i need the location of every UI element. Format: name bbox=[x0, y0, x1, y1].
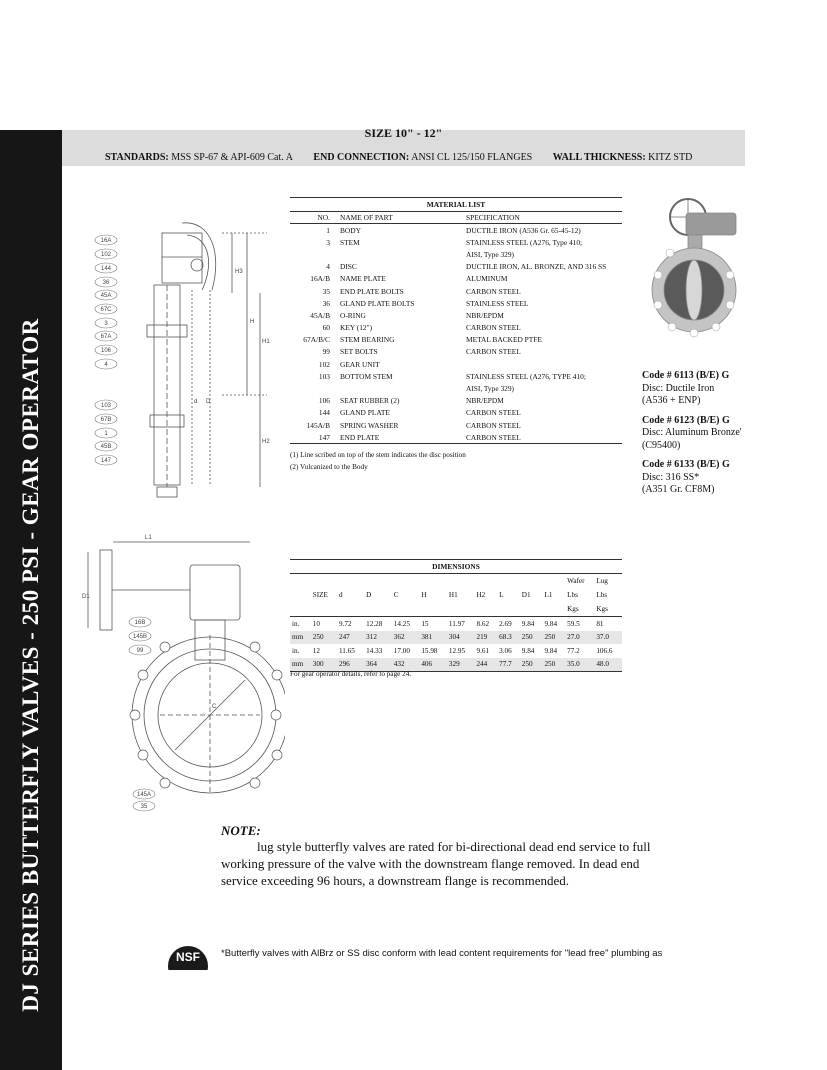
dim-col-header: L1 bbox=[544, 591, 553, 599]
dim-label-h: H bbox=[250, 319, 255, 325]
material-no: 99 bbox=[322, 347, 330, 357]
dimensions-cell: 48.0 bbox=[594, 658, 622, 672]
dimensions-cell: 381 bbox=[419, 631, 447, 645]
dimensions-cell: 9.84 bbox=[521, 619, 535, 628]
callout-45b: 45B bbox=[100, 444, 112, 450]
dimensions-cell: 432 bbox=[392, 658, 420, 672]
dimensions-cell: 35.0 bbox=[565, 658, 594, 672]
valve-photo bbox=[648, 195, 740, 340]
dimensions-table bbox=[290, 559, 622, 672]
code-6113: Code # 6113 (B/E) G bbox=[642, 370, 730, 381]
material-spec: CARBON STEEL bbox=[466, 286, 521, 296]
dimensions-cell: 11.65 bbox=[338, 646, 355, 655]
material-spec: METAL BACKED PTFE bbox=[466, 335, 542, 345]
material-no bbox=[290, 382, 338, 394]
dimensions-cell: 9.84 bbox=[544, 646, 558, 655]
dim-col-header-lbs: Lbs bbox=[596, 591, 608, 599]
dimensions-cell: 12.28 bbox=[366, 619, 383, 628]
dimensions-cell: 11.97 bbox=[448, 619, 465, 628]
material-name bbox=[338, 382, 464, 394]
callout-102: 102 bbox=[100, 252, 112, 258]
material-row bbox=[290, 407, 622, 419]
material-spec: AISI, Type 329) bbox=[466, 249, 514, 259]
callout-35: 35 bbox=[140, 804, 148, 810]
callout-144: 144 bbox=[100, 266, 112, 272]
dimensions-header-row bbox=[290, 588, 622, 602]
material-row bbox=[290, 382, 622, 394]
dimensions-cell: 59.5 bbox=[567, 619, 580, 628]
code-6133: Code # 6133 (B/E) G bbox=[642, 459, 730, 470]
dimensions-cell: 8.62 bbox=[476, 619, 490, 628]
dimensions-cell: 362 bbox=[392, 631, 420, 645]
callout-147: 147 bbox=[100, 458, 112, 464]
material-row bbox=[290, 273, 622, 285]
dim-col-header: L bbox=[499, 591, 504, 599]
material-row bbox=[290, 261, 622, 273]
callout-1: 1 bbox=[104, 431, 108, 437]
material-row bbox=[290, 322, 622, 334]
material-no: 4 bbox=[326, 262, 330, 272]
dimensions-cell: mm bbox=[290, 631, 311, 645]
material-no: 67A/B/C bbox=[303, 335, 330, 345]
dimensions-cell: 17.00 bbox=[393, 646, 410, 655]
dimensions-cell: 15.98 bbox=[421, 646, 438, 655]
material-row bbox=[290, 358, 622, 370]
footer-text: *Butterfly valves with AlBrz or SS disc conform with lead content requirements for "lead free" plumbing as bbox=[221, 948, 663, 959]
dimensions-cell: 2.69 bbox=[499, 619, 512, 628]
dim-label-d-small: d bbox=[194, 399, 198, 405]
callout-16a: 16A bbox=[100, 238, 112, 244]
dimensions-cell: 406 bbox=[419, 658, 447, 672]
material-no: 103 bbox=[318, 371, 330, 381]
dimensions-cell: 329 bbox=[447, 658, 475, 672]
dim-col-header: H2 bbox=[476, 591, 486, 599]
callout-4: 4 bbox=[104, 362, 108, 368]
material-no: 1 bbox=[326, 225, 330, 235]
material-name: GEAR UNIT bbox=[340, 359, 380, 369]
material-no: 102 bbox=[318, 359, 330, 369]
dimensions-title: DIMENSIONS bbox=[290, 559, 622, 574]
callout-16b: 16B bbox=[134, 620, 146, 626]
dimensions-row bbox=[290, 644, 622, 658]
material-row bbox=[290, 309, 622, 321]
wall-thickness-value: KITZ STD bbox=[648, 152, 693, 163]
dimensions-cell: in. bbox=[292, 619, 300, 628]
material-name: STEM BEARING bbox=[340, 335, 395, 345]
material-row bbox=[290, 395, 622, 407]
dim-col-header: H bbox=[421, 591, 427, 599]
dimensions-cell: 9.61 bbox=[476, 646, 490, 655]
dimensions-cell: 250 bbox=[542, 658, 565, 672]
dim-label-h3: H3 bbox=[235, 269, 243, 275]
col-header-no: NO. bbox=[290, 212, 338, 224]
material-spec bbox=[464, 358, 622, 370]
dimensions-cell: 250 bbox=[311, 631, 337, 645]
material-spec: NBR/EPDM bbox=[466, 396, 504, 406]
code-detail: Disc: 316 SS* bbox=[642, 471, 700, 483]
dimensions-cell: 14.33 bbox=[366, 646, 383, 655]
material-no: 106 bbox=[318, 396, 330, 406]
material-spec: DUCTILE IRON, AL. BRONZE, AND 316 SS bbox=[466, 262, 607, 272]
material-no: 45A/B bbox=[310, 310, 330, 320]
material-spec: CARBON STEEL bbox=[466, 347, 521, 357]
standards-line bbox=[105, 152, 692, 163]
dimensions-cell: 27.0 bbox=[565, 631, 594, 645]
material-name: SEAT RUBBER (2) bbox=[340, 396, 400, 406]
material-no bbox=[290, 248, 338, 260]
dim-label-d-large: D bbox=[206, 399, 211, 405]
dimensions-cell: 37.0 bbox=[594, 631, 622, 645]
dimensions-cell: 12.95 bbox=[448, 646, 466, 655]
dim-col-header: D1 bbox=[521, 591, 531, 599]
standards-value: MSS SP-67 & API-609 Cat. A bbox=[171, 152, 293, 163]
material-no: 16A/B bbox=[310, 274, 330, 284]
dim-label-c: C bbox=[212, 704, 217, 710]
callout-45a: 45A bbox=[100, 293, 112, 299]
callout-103: 103 bbox=[100, 403, 112, 409]
dimensions-cell: 247 bbox=[337, 631, 364, 645]
material-no: 147 bbox=[290, 431, 338, 444]
col-header-wafer: Wafer bbox=[567, 577, 585, 585]
material-spec: ALUMINUM bbox=[466, 274, 508, 284]
callout-67c: 67C bbox=[100, 307, 112, 313]
code-group bbox=[642, 370, 742, 408]
col-header-spec: SPECIFICATION bbox=[464, 212, 622, 224]
material-no: 60 bbox=[322, 323, 330, 333]
dim-col-header: C bbox=[393, 591, 399, 599]
dimensions-cell: 81 bbox=[596, 619, 604, 628]
material-list-title: MATERIAL LIST bbox=[290, 197, 622, 212]
material-row bbox=[290, 431, 622, 444]
dimensions-cell: in. bbox=[292, 646, 300, 655]
material-spec: STAINLESS STEEL (A276, TYPE 410; bbox=[466, 371, 586, 381]
code-detail: (A536 + ENP) bbox=[642, 395, 701, 406]
material-name: END PLATE bbox=[338, 431, 464, 444]
note-body: lug style butterfly valves are rated for bi-directional dead end service to full working pressure of the valve with the downstream flange removed. In dead end service exceeding 96 hours, a downstream flange is recommended. bbox=[221, 839, 651, 888]
dim-label-l1: L1 bbox=[145, 535, 152, 541]
dimensions-cell: 250 bbox=[542, 631, 565, 645]
dim-col-header: d bbox=[338, 591, 343, 599]
dimensions-note: For gear operator details, refer to page 24. bbox=[290, 670, 412, 678]
material-list-table bbox=[290, 197, 622, 444]
material-name: GLAND PLATE BOLTS bbox=[340, 298, 415, 308]
callout-67b: 67B bbox=[100, 417, 112, 423]
material-no: 144 bbox=[318, 408, 330, 418]
dimensions-cell: 250 bbox=[520, 631, 543, 645]
material-row bbox=[290, 370, 622, 382]
code-detail: (A351 Gr. CF8M) bbox=[642, 484, 715, 495]
nsf-logo-text: NSF bbox=[176, 950, 200, 964]
material-no: 35 bbox=[322, 286, 330, 296]
material-spec: CARBON STEEL bbox=[466, 420, 521, 430]
dimensions-cell: 364 bbox=[364, 658, 392, 672]
col-header-lug: Lug bbox=[596, 577, 608, 585]
material-name: O-RING bbox=[340, 310, 366, 320]
material-no: 3 bbox=[326, 237, 330, 247]
material-row bbox=[290, 334, 622, 346]
code-detail: Disc: Ductile Iron bbox=[642, 382, 715, 394]
material-name: KEY (12") bbox=[340, 323, 373, 333]
code-detail: Disc: Aluminum Bronze' bbox=[642, 427, 742, 438]
material-name bbox=[338, 248, 464, 260]
callout-67a: 67A bbox=[100, 334, 112, 340]
material-name: SPRING WASHER bbox=[340, 420, 399, 430]
material-row bbox=[290, 224, 622, 237]
dimensions-cell: 244 bbox=[474, 658, 497, 672]
sidebar-band bbox=[0, 130, 62, 1070]
dim-col-header: D bbox=[366, 591, 372, 599]
dim-label-d1: D1 bbox=[82, 594, 90, 600]
standards-label: STANDARDS: bbox=[105, 152, 169, 163]
dimensions-cell: 106.6 bbox=[596, 646, 613, 655]
material-name: STEM bbox=[340, 237, 360, 247]
dimensions-body bbox=[290, 617, 622, 672]
material-notes bbox=[290, 449, 466, 473]
material-list-body bbox=[290, 224, 622, 444]
material-row bbox=[290, 297, 622, 309]
code-detail: (C95400) bbox=[642, 439, 681, 451]
dimensions-cell: 9.84 bbox=[521, 646, 535, 655]
product-codes bbox=[642, 370, 742, 504]
material-spec: STAINLESS STEEL bbox=[466, 298, 529, 308]
material-note-2: (2) Vulcanized to the Body bbox=[290, 463, 368, 471]
material-row bbox=[290, 248, 622, 260]
dimensions-cell: 15 bbox=[421, 619, 429, 628]
material-name: END PLATE BOLTS bbox=[340, 286, 404, 296]
material-spec: DUCTILE IRON (A536 Gr. 65-45-12) bbox=[466, 225, 581, 235]
code-group bbox=[642, 415, 742, 453]
dim-col-header: SIZE bbox=[312, 591, 328, 599]
callout-99: 99 bbox=[136, 648, 144, 654]
dim-label-h2: H2 bbox=[262, 439, 270, 445]
material-spec: CARBON STEEL bbox=[466, 408, 521, 418]
valve-section-drawing bbox=[92, 215, 292, 505]
dimensions-cell: 250 bbox=[520, 658, 543, 672]
dim-col-header: H1 bbox=[448, 591, 458, 599]
dimensions-cell: 219 bbox=[474, 631, 497, 645]
material-no: 36 bbox=[322, 298, 330, 308]
material-name: DISC bbox=[340, 262, 357, 272]
code-group bbox=[642, 459, 742, 497]
material-name: BOTTOM STEM bbox=[340, 371, 393, 381]
material-row bbox=[290, 285, 622, 297]
material-name: GLAND PLATE bbox=[340, 408, 390, 418]
callout-36: 36 bbox=[102, 280, 110, 286]
dimensions-cell: mm bbox=[290, 658, 311, 672]
material-name: SET BOLTS bbox=[340, 347, 378, 357]
dimensions-cell: 77.2 bbox=[567, 646, 580, 655]
material-spec: STAINLESS STEEL (A276, Type 410; bbox=[466, 237, 583, 247]
dimensions-cell: 304 bbox=[447, 631, 475, 645]
material-row bbox=[290, 236, 622, 248]
dim-label-h1: H1 bbox=[262, 339, 270, 345]
callout-145a: 145A bbox=[136, 792, 152, 798]
material-no: 145A/B bbox=[306, 420, 330, 430]
dimensions-cell: 312 bbox=[364, 631, 392, 645]
code-6123: Code # 6123 (B/E) G bbox=[642, 414, 730, 426]
dimensions-row bbox=[290, 631, 622, 645]
material-note-1: (1) Line scribed on top of the stem indicates the disc position bbox=[290, 451, 466, 459]
material-spec: CARBON STEEL bbox=[466, 323, 521, 333]
wall-thickness-label: WALL THICKNESS: bbox=[552, 152, 646, 163]
end-connection-value: ANSI CL 125/150 FLANGES bbox=[411, 152, 533, 163]
material-spec: AISI, Type 329) bbox=[466, 384, 514, 394]
dimensions-cell: 77.7 bbox=[497, 658, 520, 672]
valve-front-drawing bbox=[80, 530, 285, 815]
dimensions-cell: 296 bbox=[337, 658, 364, 672]
material-spec: NBR/EPDM bbox=[466, 310, 504, 320]
material-row bbox=[290, 419, 622, 431]
dimensions-cell: 300 bbox=[311, 658, 337, 672]
material-spec: CARBON STEEL bbox=[464, 431, 622, 444]
dimensions-row bbox=[290, 617, 622, 631]
material-name: NAME PLATE bbox=[340, 274, 386, 284]
sidebar-title: DJ SERIES BUTTERFLY VALVES - 250 PSI - GEAR OPERATOR bbox=[18, 318, 43, 1012]
callout-3: 3 bbox=[104, 321, 108, 327]
dimensions-cell: 14.25 bbox=[393, 619, 410, 628]
dimensions-cell: 68.3 bbox=[497, 631, 520, 645]
dimensions-cell: 12 bbox=[312, 646, 320, 655]
dim-col-header-lbs: Lbs bbox=[567, 591, 578, 599]
end-connection-label: END CONNECTION: bbox=[313, 152, 410, 163]
dimensions-cell: 9.72 bbox=[338, 619, 352, 628]
dimensions-cell: 9.84 bbox=[544, 619, 558, 628]
col-header-kgs: Kgs bbox=[565, 602, 594, 617]
material-row bbox=[290, 346, 622, 358]
dimensions-cell: 3.06 bbox=[499, 646, 512, 655]
col-header-kgs: Kgs bbox=[594, 602, 622, 617]
size-title: SIZE 10" - 12" bbox=[364, 126, 443, 140]
note-heading: NOTE: bbox=[221, 823, 261, 838]
callout-106: 106 bbox=[100, 348, 112, 354]
col-header-name: NAME OF PART bbox=[338, 212, 464, 224]
nsf-logo bbox=[168, 940, 208, 970]
callout-145b: 145B bbox=[132, 634, 148, 640]
material-name: BODY bbox=[340, 225, 361, 235]
dimensions-cell: 10 bbox=[312, 619, 320, 628]
